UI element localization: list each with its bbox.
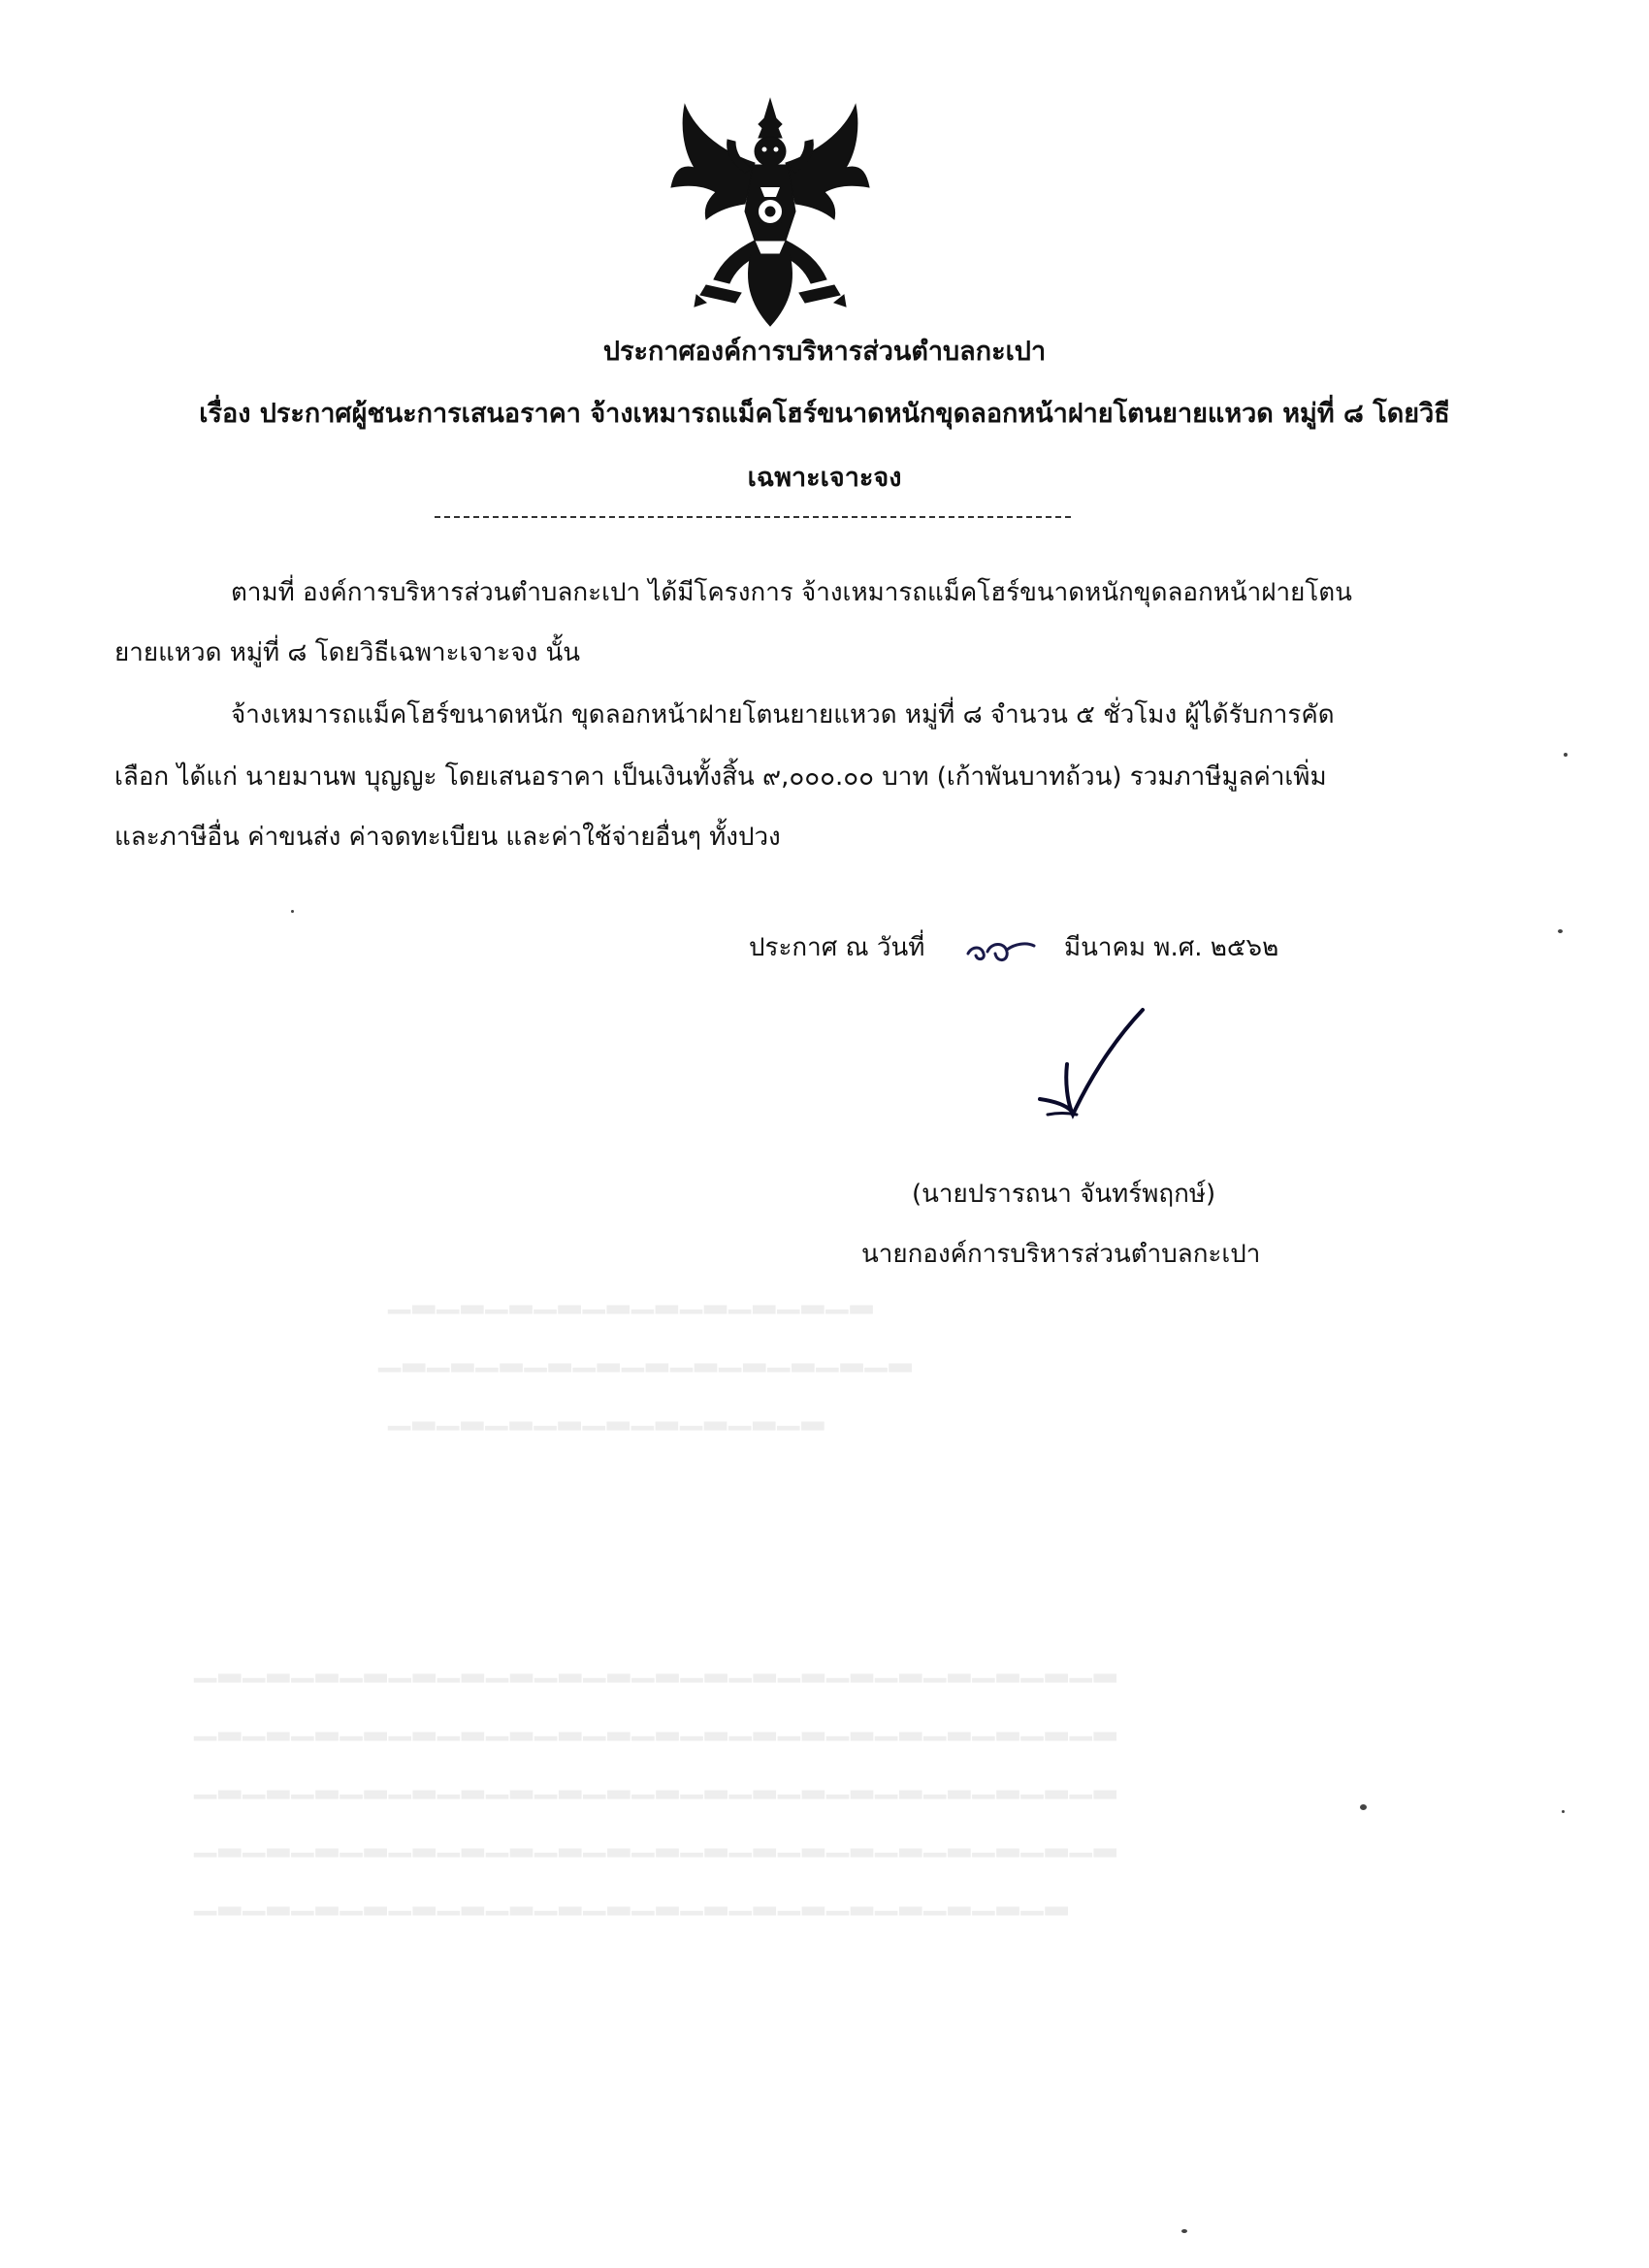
scan-speck xyxy=(1360,1804,1367,1810)
garuda-emblem-icon xyxy=(667,95,873,330)
date-month-year: มีนาคม พ.ศ. ๒๕๖๒ xyxy=(1064,933,1279,962)
bleed-through-text: ▁▂▁▂▁▂▁▂▁▂▁▂▁▂▁▂▁▂▁▂▁▂▁▂▁▂▁▂▁▂▁▂▁▂▁▂ xyxy=(194,1882,1070,1916)
bleed-through-text: ▁▂▁▂▁▂▁▂▁▂▁▂▁▂▁▂▁▂▁▂▁▂▁▂▁▂▁▂▁▂▁▂▁▂▁▂▁▂ xyxy=(194,1824,1118,1858)
scan-speck xyxy=(1558,929,1563,933)
handwritten-day xyxy=(962,928,1040,967)
paragraph-2-line-3: และภาษีอื่น ค่าขนส่ง ค่าจดทะเบียน และค่าใช้จ่ายอื่นๆ ทั้งปวง xyxy=(114,823,781,852)
bleed-through-text: ▁▂▁▂▁▂▁▂▁▂▁▂▁▂▁▂▁▂▁▂▁▂ xyxy=(378,1339,914,1373)
paragraph-2-line-2: เลือก ได้แก่ นายมานพ บุญญะ โดยเสนอราคา เป็นเงินทั้งสิ้น ๙,๐๐๐.๐๐ บาท (เก้าพันบาทถ้วน) รวมภาษีมูลค่าเพิ่ม xyxy=(114,762,1327,792)
subject-line: เรื่อง ประกาศผู้ชนะการเสนอราคา จ้างเหมารถแม็คโฮร์ขนาดหนักขุดลอกหน้าฝายโตนยายแหวด หมู่ที่ ๘ โดยวิธี xyxy=(199,399,1450,429)
subject-line-continued: เฉพาะเจาะจง xyxy=(747,463,902,493)
paragraph-2-line-1: จ้างเหมารถแม็คโฮร์ขนาดหนัก ขุดลอกหน้าฝายโตนยายแหวด หมู่ที่ ๘ จำนวน ๕ ชั่วโมง ผู้ได้รับการคัด xyxy=(231,700,1335,729)
bleed-through-text: ▁▂▁▂▁▂▁▂▁▂▁▂▁▂▁▂▁▂▁▂▁▂▁▂▁▂▁▂▁▂▁▂▁▂▁▂▁▂ xyxy=(194,1649,1118,1683)
dashed-separator xyxy=(435,516,1071,518)
signature-mark xyxy=(1028,1004,1164,1130)
paragraph-1-line-2: ยายแหวด หมู่ที่ ๘ โดยวิธีเฉพาะเจาะจง นั้น xyxy=(114,638,580,667)
scan-speck xyxy=(1562,1810,1565,1813)
bleed-through-text: ▁▂▁▂▁▂▁▂▁▂▁▂▁▂▁▂▁▂▁▂▁▂▁▂▁▂▁▂▁▂▁▂▁▂▁▂▁▂ xyxy=(194,1707,1118,1741)
date-prefix: ประกาศ ณ วันที่ xyxy=(749,933,925,962)
signatory-position: นายกองค์การบริหารส่วนตำบลกะเปา xyxy=(861,1240,1261,1269)
scan-speck xyxy=(291,910,294,913)
bleed-through-text: ▁▂▁▂▁▂▁▂▁▂▁▂▁▂▁▂▁▂▁▂▁▂▁▂▁▂▁▂▁▂▁▂▁▂▁▂▁▂ xyxy=(194,1766,1118,1799)
scan-speck xyxy=(1181,2229,1187,2233)
scan-speck xyxy=(1564,753,1568,757)
paragraph-1-line-1: ตามที่ องค์การบริหารส่วนตำบลกะเปา ได้มีโครงการ จ้างเหมารถแม็คโฮร์ขนาดหนักขุดลอกหน้าฝายโตน xyxy=(231,578,1352,607)
bleed-through-text: ▁▂▁▂▁▂▁▂▁▂▁▂▁▂▁▂▁▂▁▂ xyxy=(388,1280,875,1314)
announcement-title: ประกาศองค์การบริหารส่วนตำบลกะเปา xyxy=(602,337,1047,367)
signatory-name: (นายปรารถนา จันทร์พฤกษ์) xyxy=(912,1180,1216,1209)
bleed-through-text: ▁▂▁▂▁▂▁▂▁▂▁▂▁▂▁▂▁▂ xyxy=(388,1397,826,1431)
